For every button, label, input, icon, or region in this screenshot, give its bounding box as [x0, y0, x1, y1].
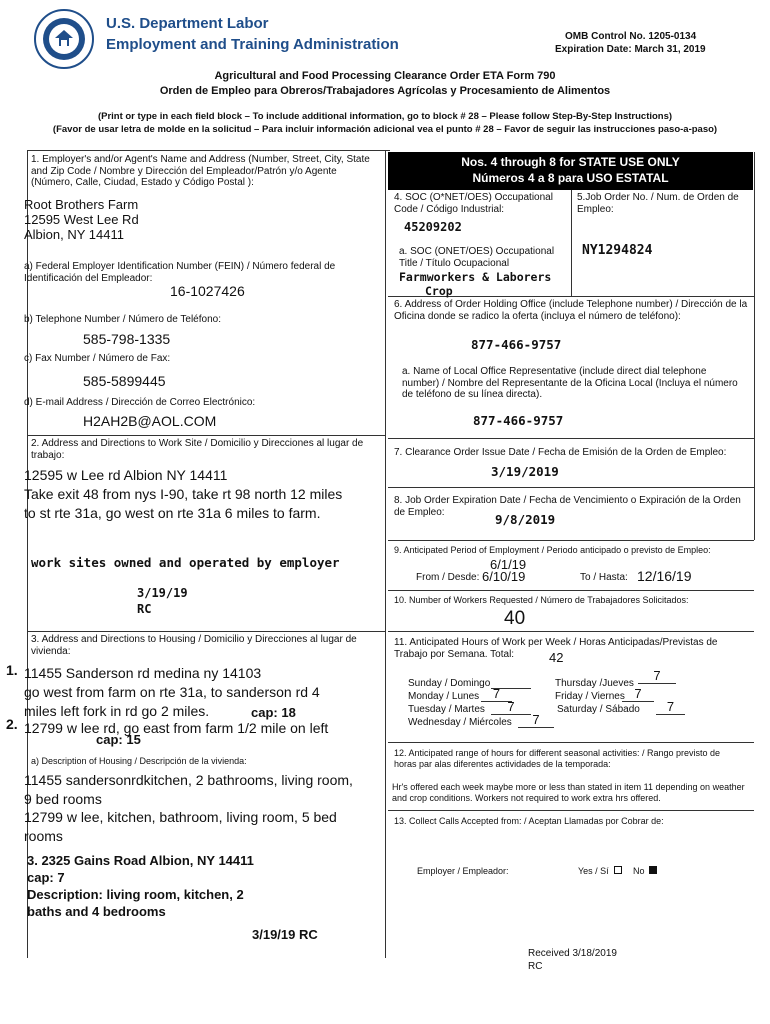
state-use-title-es: Números 4 a 8 para USO ESTATAL — [472, 171, 669, 185]
form-title-en: Agricultural and Food Processing Clearance Order ETA Form 790 — [214, 70, 556, 82]
field-6a-label: a. Name of Local Office Representative (include direct dial telephone number) / Nombre del Representante de la Oficina Local (Incluya el número de teléfono de su línea directa). — [402, 366, 738, 400]
form-title-es: Orden de Empleo para Obreros/Trabajadores Agrícolas y Procesamiento de Alimentos — [159, 85, 611, 97]
housing-2-number: 2. — [6, 716, 18, 732]
phone-value[interactable]: 585-798-1335 — [83, 331, 171, 347]
worksite-directions-2[interactable]: to st rte 31a, go west on rte 31a 6 miles to farm. — [24, 505, 321, 521]
instructions-es: (Favor de usar letra de molde en la solicitud – Para incluir información adicional vea el punto # 28 – Favor de seguir las instrucciones paso-a-paso) — [52, 124, 718, 135]
collect-calls-yes-checkbox[interactable] — [614, 866, 622, 874]
field-7-label: 7. Clearance Order Issue Date / Fecha de Emisión de la Orden de Empleo: — [394, 447, 727, 458]
housing-1-directions-2[interactable]: miles left fork in rd go 2 miles. — [24, 703, 210, 719]
housing-3-capacity: cap: 7 — [27, 870, 65, 885]
instructions-en: (Print or type in each field block – To include additional information, go to block # 28 – Please follow Step-By-Step Instructions) — [97, 111, 673, 122]
collect-calls-no-checkbox[interactable] — [649, 866, 657, 874]
field-10-label: 10. Number of Workers Requested / Número de Trabajadores Solicitados: — [394, 595, 689, 605]
saturday-hours[interactable]: 7 — [656, 699, 685, 715]
housing-3-date: 3/19/19 RC — [252, 927, 318, 942]
thursday-label: Thursday /Jueves — [555, 678, 634, 689]
housing-description-4[interactable]: rooms — [24, 828, 63, 844]
housing-1-directions-1[interactable]: go west from farm on rte 31a, to sanderson rd 4 — [24, 684, 320, 700]
office-phone[interactable]: 877-466-9757 — [471, 337, 562, 352]
wednesday-label: Wednesday / Miércoles — [408, 717, 512, 728]
tuesday-label: Tuesday / Martes — [408, 704, 485, 715]
from-date-correction: 6/1/19 — [490, 557, 527, 572]
housing-description-3[interactable]: 12799 w lee, kitchen, bathroom, living room, 5 bed — [24, 809, 337, 825]
monday-label: Monday / Lunes — [408, 691, 480, 702]
worksite-address[interactable]: 12595 w Lee rd Albion NY 14411 — [24, 467, 228, 483]
expiration-date: Expiration Date: March 31, 2019 — [555, 44, 706, 55]
field-4-label: 4. SOC (O*NET/OES) Occupational Code / Código Industrial: — [394, 192, 553, 215]
received-initials: RC — [528, 961, 543, 972]
state-use-header — [388, 152, 753, 190]
collect-calls-no-label: No — [633, 866, 645, 876]
dol-seal — [33, 8, 95, 70]
tuesday-hours[interactable]: 7 — [491, 699, 531, 715]
collect-calls-yes-label: Yes / Sí — [578, 866, 609, 876]
state-use-title-en: Nos. 4 through 8 for STATE USE ONLY — [461, 155, 680, 169]
email-label: d) E-mail Address / Dirección de Correo Electrónico: — [24, 397, 256, 408]
field-3a-label: a) Description of Housing / Descripción de la vivienda: — [31, 756, 247, 766]
to-date[interactable]: 12/16/19 — [637, 568, 692, 584]
field-3-label: 3. Address and Directions to Housing / Domicilio y Direcciones al lugar de vivienda: — [31, 634, 357, 657]
housing-3-description-1: Description: living room, kitchen, 2 — [27, 887, 244, 902]
housing-1-capacity: cap: 18 — [251, 705, 296, 720]
from-label: From / Desde: — [416, 572, 480, 583]
housing-description-1[interactable]: 11455 sandersonrdkitchen, 2 bathrooms, living room, — [24, 772, 353, 788]
omb-number: OMB Control No. 1205-0134 — [565, 31, 697, 42]
issue-date[interactable]: 3/19/2019 — [491, 464, 559, 479]
received-stamp: Received 3/18/2019 — [528, 948, 617, 959]
workers-requested[interactable]: 40 — [504, 608, 526, 629]
seasonal-hours-text[interactable]: Hr's offered each week maybe more or less than stated in item 11 depending on weather and crop conditions. Workers not required to work extra hrs offered. — [392, 782, 745, 803]
employer-city[interactable]: Albion, NY 14411 — [24, 227, 124, 242]
housing-3-description-2: baths and 4 bedrooms — [27, 904, 166, 919]
representative-phone[interactable]: 877-466-9757 — [473, 413, 564, 428]
friday-label: Friday / Viernes — [555, 691, 625, 702]
thursday-hours[interactable]: 7 — [638, 668, 676, 684]
saturday-label: Saturday / Sábado — [557, 704, 640, 715]
housing-1-number: 1. — [6, 662, 18, 678]
housing-2-address[interactable]: 12799 w lee rd, go east from farm 1/2 mile on left — [24, 720, 329, 736]
expiration-date-value[interactable]: 9/8/2019 — [495, 512, 556, 527]
fein-label: a) Federal Employer Identification Number (FEIN) / Número federal de Identificación del Empleador: — [24, 261, 336, 284]
occupational-title-1[interactable]: Farmworkers & Laborers — [399, 270, 552, 284]
hours-total[interactable]: 42 — [549, 650, 564, 665]
occupational-title-2[interactable]: Crop — [425, 284, 453, 298]
field-6-label: 6. Address of Order Holding Office (include Telephone number) / Dirección de la Oficina donde se radico la oferta (incluya el número de teléfono): — [394, 299, 748, 322]
fax-value[interactable]: 585-5899445 — [83, 373, 166, 389]
friday-hours[interactable]: 7 — [622, 686, 654, 702]
housing-2-capacity: cap: 15 — [96, 732, 141, 747]
field-13-label: 13. Collect Calls Accepted from: / Aceptan Llamadas por Cobrar de: — [394, 816, 664, 826]
housing-description-2[interactable]: 9 bed rooms — [24, 791, 102, 807]
fax-label: c) Fax Number / Número de Fax: — [24, 353, 171, 364]
field-1-label: 1. Employer's and/or Agent's Name and Address (Number, Street, City, State and Zip Code / Nombre y Dirección del Empleador/Patrón y/o Agente (Número, Calle, Ciudad, Estado y Código Postal ): — [31, 154, 370, 188]
field-11-label: 11. Anticipated Hours of Work per Week / Horas Anticipadas/Previstas de Trabajo por Semana. Total: — [394, 637, 718, 660]
soc-code-value[interactable]: 45209202 — [404, 220, 462, 234]
wednesday-hours[interactable]: 7 — [518, 712, 554, 728]
agency-line2: Employment and Training Administration — [106, 36, 399, 53]
fein-value[interactable]: 16-1027426 — [170, 283, 245, 299]
employer-street[interactable]: 12595 West Lee Rd — [24, 212, 139, 227]
collect-calls-employer-label: Employer / Empleador: — [417, 866, 509, 876]
worksite-note-date: 3/19/19 — [137, 586, 188, 600]
phone-label: b) Telephone Number / Número de Teléfono: — [24, 314, 221, 325]
job-order-number[interactable]: NY1294824 — [582, 243, 653, 258]
worksite-directions-1[interactable]: Take exit 48 from nys I-90, take rt 98 north 12 miles — [24, 486, 343, 502]
to-label: To / Hasta: — [580, 572, 628, 583]
field-5-label: 5.Job Order No. / Num. de Orden de Empleo: — [577, 192, 739, 215]
housing-1-address[interactable]: 11455 Sanderson rd medina ny 14103 — [24, 665, 262, 681]
employer-name[interactable]: Root Brothers Farm — [24, 197, 139, 212]
field-2-label: 2. Address and Directions to Work Site / Domicilio y Direcciones al lugar de trabajo: — [31, 438, 364, 461]
housing-3-address: 3. 2325 Gains Road Albion, NY 14411 — [27, 853, 254, 868]
agency-line1: U.S. Department Labor — [106, 15, 269, 32]
sunday-label: Sunday / Domingo — [408, 678, 491, 689]
field-4a-label: a. SOC (ONET/OES) Occupational Title / Título Ocupacional — [399, 246, 555, 269]
field-8-label: 8. Job Order Expiration Date / Fecha de Vencimiento o Expiración de la Orden de Empleo: — [394, 495, 741, 518]
monday-hours[interactable]: 7 — [481, 686, 512, 702]
field-9-label: 9. Anticipated Period of Employment / Periodo anticipado o previsto de Empleo: — [394, 545, 711, 555]
worksite-note-initials: RC — [137, 602, 152, 616]
email-value[interactable]: H2AH2B@AOL.COM — [83, 413, 217, 429]
worksite-note: work sites owned and operated by employer — [31, 555, 340, 570]
field-12-label: 12. Anticipated range of hours for different seasonal activities: / Rango previsto de horas par alas diferentes actividades de la temporada: — [394, 748, 721, 769]
from-date[interactable]: 6/10/19 — [482, 569, 526, 584]
